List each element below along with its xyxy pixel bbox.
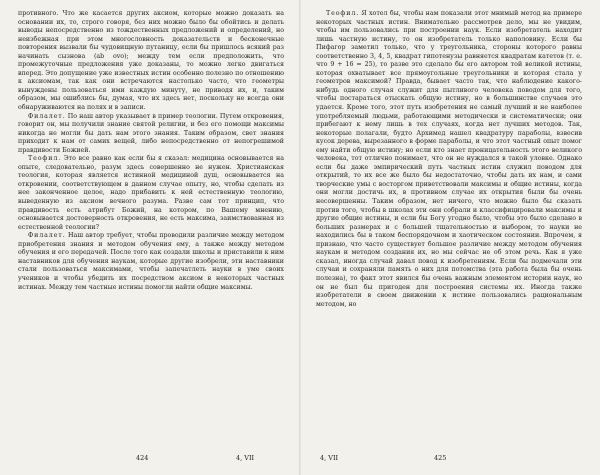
paragraph [18, 113, 284, 156]
speaker-label: Теофил. [28, 155, 62, 163]
paragraph [18, 232, 284, 292]
left-page [18, 10, 284, 465]
paragraph-text: Наш автор требует, чтобы проводили различие между методом приобретения знания и методом обучения ему, а также между методом обучения и его передачей. После того как создали школы и приставили к ним наставников для обучения наукам, которые другие изобрели, эти наставники стали пользоваться максимами, чтобы запечатлеть науки в уме своих учеников и чтобы убедить их посредством аксиом в некоторых частных истинах. Между тем частные истины помогли найти общие максимы. [18, 232, 284, 291]
right-page-footer [316, 451, 582, 465]
paragraph [18, 10, 284, 113]
speaker-label: Теофил. [326, 10, 360, 17]
left-page-text [18, 10, 284, 443]
page-number: 425 [434, 454, 447, 462]
page-number: 424 [136, 454, 149, 462]
speaker-label: Филалет. [28, 112, 66, 120]
speaker-label: Филалет. [28, 232, 66, 240]
running-head: 4, VII [320, 454, 339, 462]
right-page-text [316, 10, 582, 443]
paragraph-text: По наш автор указывает в пример теологии. Путем откровения, говорит он, мы получили знание святой религии, и без его помощи максимы никогда не могли бы дать нам этого знания. Таким образом, свет знания приходит к нам от самих вещей, либо непосредственно от непогрешимой правдивости Божией. [18, 112, 284, 154]
paragraph-text: противного. Что же касается других аксиом, которые можно доказать на основании их, то, строго говоря, без них можно было бы обойтись и делать выводы непосредственно из тождественных предложений и определений, но неизбежная при этом многословность доказательств и бесконечные повторения вызвали бы чудовищную путаницу, если бы пришлось всякий раз начинать сызнова (ab ovo); между тем если предположить, что промежуточные предложения уже доказаны, то можно легко двигаться вперед. Это допущение уже известных истин особенно полезно по отношению к аксиомам, так как они встречаются настолько часто, что геометры вынуждены пользоваться ими каждую минуту, не приводя их, и, таким образом, мы ошиблись бы, думая, что их здесь нет, поскольку не всегда они обнаруживаются на полях и в записи. [18, 10, 284, 112]
paragraph [18, 155, 284, 232]
book-gutter [299, 0, 301, 475]
paragraph [316, 10, 582, 309]
paragraph-text: Это все равно как если бы я сказал: медицина основывается на опыте, следовательно, разум здесь совершенно не нужен. Христианская теология, которая является истинной медициной душ, основывается на откровении, соответствующем в данном случае опыту, но, чтобы сделать из нее законченное целое, надо прибавить к ней естественную теологию, выведенную из аксиом вечного разума. Разве сам тот принцип, что правдивость есть атрибут Божий, на котором, по Вашему мнению, основывается достоверность откровения, не есть максима, заимствованная из естественной теологии? [18, 155, 284, 231]
running-head: 4, VII [236, 454, 255, 462]
paragraph-text: Я хотел бы, чтобы нам показали этот мнимый метод на примере некоторых частных истин. Внимательно рассмотрев дело, мы не увидим, чтобы им пользовались при построении наук. Если изобретатель находит лишь частную истину, то он изобретатель только наполовину. Если бы Пифагор заметил только, что у треугольника, стороны которого равны соответственно 3, 4, 5, квадрат гипотенузы равняется квадратам катетов (т. е. что 9 + 16 = 25), то разве это сделало бы его автором той великой истины, которая охватывает все прямоугольные треугольники и которая стала у геометров максимой? Правда, бывает часто так, что наблюдение какого-нибудь одного случая служит для пытливого человека поводом для того, чтобы постараться отыскать общую истину, но в большинстве случаев это удается. Кроме того, этот путь изобретения не самый лучший и не наиболее употребляемый людьми, работающими методически и систематически; они прибегают к нему лишь в тех случаях, когда нет лучших методов. Так, некоторые полагали, будто Архимед нашел квадратуру параболы, взвесив кусок дерева, вырезанного в форме параболы, и что этот частный опыт помог ему найти общую истину; но если кто знает проницательность этого великого человека, тот отлично понимает, что он не нуждался в такой уловке. Однако если бы даже эмпирический путь частных истин служил поводом для открытий, то их все же было бы недостаточно, чтобы дать их нам, и сами творческие умы с восторгом приветствовали максимы и общие истины, когда они могли достичь их, в противном случае их открытия были бы очень несовершенны. Таким образом, нет ничего, что можно было бы сказать против того, чтобы в школах эти они собрали и классифицировали максимы и другие общие истины, и если бы Богу угодно было, чтобы это было сделано в больших размерах и с большей тщательностью и выбором, то науки не находились бы в таком беспорядочном и хаотическом состоянии. Впрочем, я признаю, что часто существует большое различие между методом обучения наукам и методом создания их, но мы сейчас не об этом речь. Как я уже сказал, иногда случай давал повод к изобретениям. Если бы подмечали эти случаи и сохраняли память о них для потомства (эта работа была бы очень полезна), то факт этот явился бы очень важным элементом истории наук, но он не был бы пригоден для построения системы их. Иногда также изобретатели в своем движении к истине пользовались рациональным методом, но [316, 10, 582, 308]
left-page-footer [18, 451, 284, 465]
right-page [316, 10, 582, 465]
